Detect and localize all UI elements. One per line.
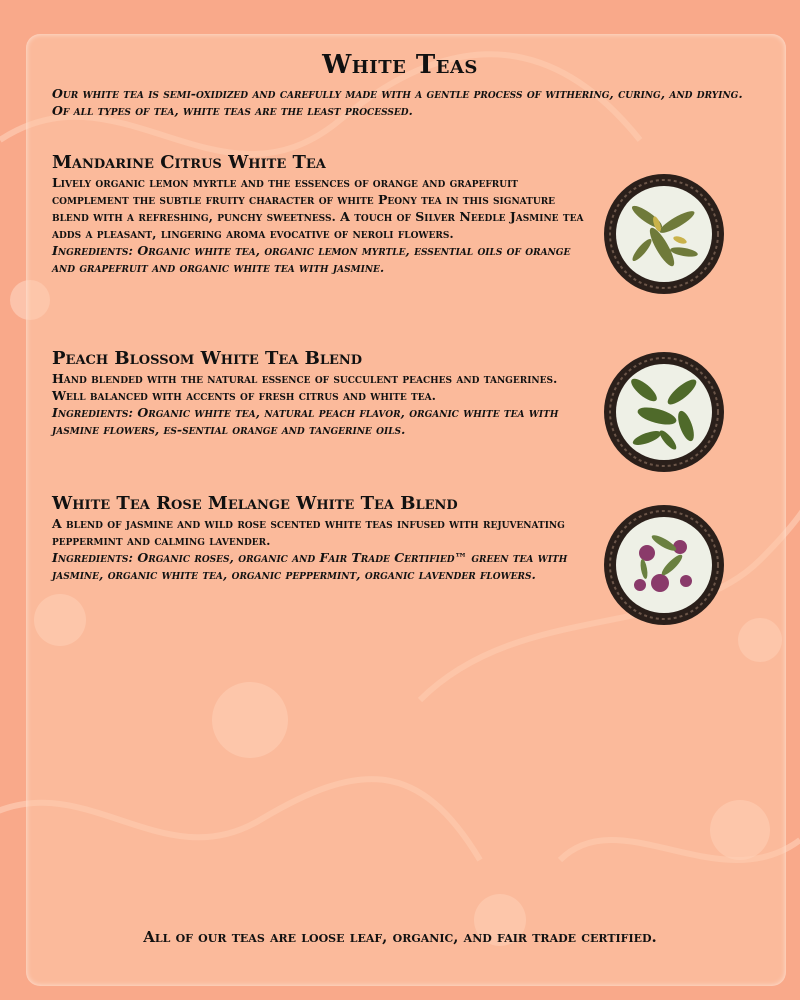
tea-description: Lively organic lemon myrtle and the essences of orange and grapefruit complement the subtle fruity character of white Peony tea in this signature blend with a refreshing, punchy sweetness. A touch of Silver Needle Jasmine tea adds a pleasant, lingering aroma evocative of neroli flowers. xyxy=(52,175,584,241)
tea-name: Mandarine Citrus White Tea xyxy=(52,152,326,173)
tea-leaves-image xyxy=(602,350,726,474)
tea-description: Hand blended with the natural essence of succulent peaches and tangerines. Well balanced with accents of fresh citrus and white tea. xyxy=(52,371,558,403)
tea-ingredients: Ingredients: Organic white tea, organic lemon myrtle, essential oils of orange and grapefruit and organic white tea with jasmine. xyxy=(52,243,571,275)
tea-item-rose-melange xyxy=(52,493,592,583)
tea-name: White Tea Rose Melange White Tea Blend xyxy=(52,493,458,514)
tea-item-peach-blossom xyxy=(52,348,592,438)
tea-ingredients: Ingredients: Organic roses, organic and Fair Trade Certified™ green tea with jasmine, organic white tea, organic peppermint, organic lavender flowers. xyxy=(52,550,568,582)
tea-item-mandarine xyxy=(52,152,592,276)
tea-leaves-image xyxy=(602,172,726,296)
footer-note: All of our teas are loose leaf, organic, and fair trade certified. xyxy=(143,928,657,946)
intro-text: Our white tea is semi-oxidized and carefully made with a gentle process of withering, curing, and drying. Of all types of tea, white teas are the least processed. xyxy=(52,86,743,118)
tea-ingredients: Ingredients: Organic white tea, natural peach flavor, organic white tea with jasmine flowers, es-sential orange and tangerine oils. xyxy=(52,405,559,437)
tea-name: Peach Blossom White Tea Blend xyxy=(52,348,363,369)
page-title: White Teas xyxy=(322,50,478,80)
rose-tea-image xyxy=(602,503,726,627)
tea-description: A blend of jasmine and wild rose scented white teas infused with rejuvenating peppermint and calming lavender. xyxy=(52,516,565,548)
